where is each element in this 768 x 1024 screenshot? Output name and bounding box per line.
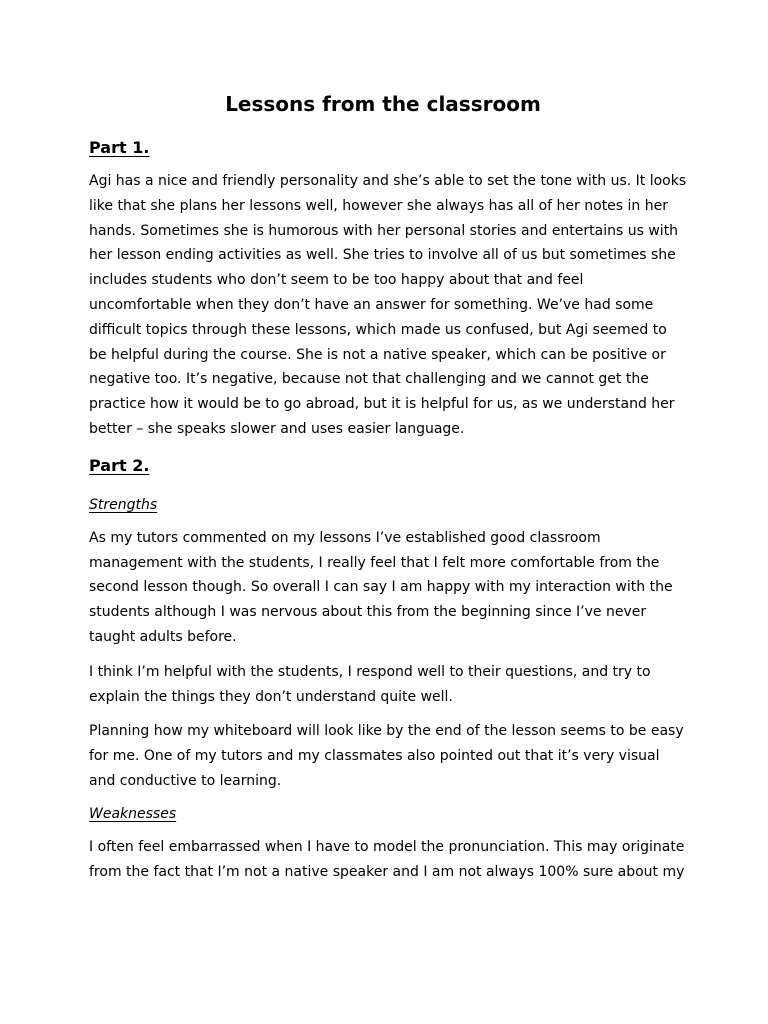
text-line: difficult topics through these lessons, which made us confused, but Agi seemed to: [89, 321, 667, 338]
strengths-paragraph-1: [89, 526, 689, 650]
part2-heading: Part 2.: [89, 455, 150, 475]
text-line: uncomfortable when they don’t have an answer for something. We’ve had some: [89, 296, 654, 313]
text-line: includes students who don’t seem to be too happy about that and feel: [89, 272, 584, 289]
part1-paragraph: [89, 169, 689, 442]
part1-heading: Part 1.: [89, 138, 150, 157]
text-line: taught adults before.: [89, 628, 237, 645]
text-line: I often feel embarrassed when I have to model the pronunciation. This may originate: [89, 838, 685, 855]
text-line: from the fact that I’m not a native speaker and I am not always 100% sure about my: [89, 863, 685, 880]
weaknesses-subheading: Weaknesses: [89, 805, 177, 822]
strengths-paragraph-3: [89, 719, 689, 793]
text-line: her lesson ending activities as well. She tries to involve all of us but sometimes she: [89, 247, 676, 264]
text-line: Agi has a nice and friendly personality and she’s able to set the tone with us. It looks: [89, 173, 687, 189]
text-line: I think I’m helpful with the students, I respond well to their questions, and try to: [89, 663, 651, 680]
text-line: hands. Sometimes she is humorous with her personal stories and entertains us with: [89, 222, 679, 239]
text-line: practice how it would be to go abroad, but it is helpful for us, as we understand her: [89, 396, 675, 413]
text-line: better – she speaks slower and uses easier language.: [89, 420, 465, 437]
text-line: management with the students, I really feel that I felt more comfortable from the: [89, 554, 660, 571]
document-title: Lessons from the classroom: [225, 92, 541, 116]
strengths-paragraph-2: [89, 660, 689, 710]
text-line: Planning how my whiteboard will look like by the end of the lesson seems to be easy: [89, 723, 684, 740]
text-line: be helpful during the course. She is not a native speaker, which can be positive or: [89, 346, 666, 363]
text-line: like that she plans her lessons well, however she always has all of her notes in her: [89, 197, 668, 214]
text-line: second lesson though. So overall I can say I am happy with my interaction with the: [89, 579, 673, 596]
weaknesses-paragraph-1: [89, 835, 689, 885]
text-line: explain the things they don’t understand quite well.: [89, 688, 453, 705]
document-body: [89, 90, 689, 884]
strengths-subheading: Strengths: [89, 496, 158, 513]
text-line: and conductive to learning.: [89, 772, 282, 789]
text-line: negative too. It’s negative, because not that challenging and we cannot get the: [89, 371, 649, 388]
text-line: for me. One of my tutors and my classmates also pointed out that it’s very visual: [89, 748, 660, 765]
text-line: students although I was nervous about this from the beginning since I’ve never: [89, 604, 647, 621]
text-line: As my tutors commented on my lessons I’ve established good classroom: [89, 529, 601, 546]
